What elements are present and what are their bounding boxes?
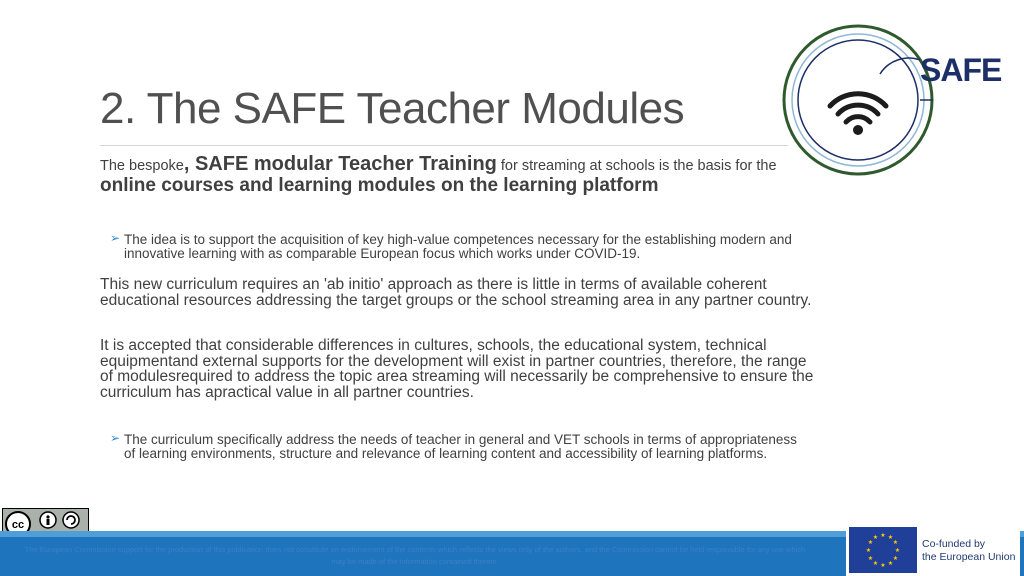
- svg-text:★: ★: [887, 534, 894, 541]
- bullet-text: The idea is to support the acquisition of key high-value competences necessary for the establishing modern and innovative learning with as comparable European focus which works under COVID-19.: [124, 232, 792, 261]
- footer-disclaimer: The European Commission support for the production of this publication does not constitute an endorsement of the contents which reflects the views only of the authors, and the Commission cannot be held responsible for any use which may be made of the information contained therein.: [24, 545, 806, 566]
- eu-line1: Co-funded by: [922, 538, 986, 550]
- slide-title: 2. The SAFE Teacher Modules: [100, 84, 685, 133]
- intro-paragraph: [100, 155, 820, 197]
- svg-text:★: ★: [865, 547, 872, 554]
- svg-text:★: ★: [892, 555, 899, 562]
- bullet-item: [110, 433, 800, 460]
- svg-text:★: ★: [872, 534, 879, 541]
- intro-part1: The bespoke: [100, 158, 184, 174]
- eu-flag-icon: [849, 527, 917, 573]
- svg-text:★: ★: [887, 560, 894, 567]
- svg-text:★: ★: [880, 562, 886, 569]
- intro-part3: for streaming at schools is the basis for the: [496, 158, 777, 174]
- cc-text: cc: [11, 519, 25, 531]
- svg-text:★: ★: [880, 532, 886, 539]
- bullet-text: The curriculum specifically address the needs of teacher in general and VET schools in terms of appropriateness of learning environments, structure and relevance of learning content and accessibility of learning platforms.: [124, 432, 797, 461]
- paragraph: It is accepted that considerable differences in cultures, schools, the educational system, technical equipmentand external supports for the development will exist in partner countries, therefore, the range of modulesrequired to address the topic area streaming will necessarily be comprehensive to ensure the curriculum has apractical value in all partner countries.: [100, 337, 814, 401]
- wifi-icon: [830, 94, 886, 135]
- eu-cofunded-text: [922, 538, 1015, 564]
- svg-text:★: ★: [894, 547, 901, 554]
- bullet-item: [110, 233, 800, 260]
- eu-line2: the European Union: [922, 551, 1016, 563]
- svg-text:★: ★: [892, 539, 899, 546]
- title-divider: [100, 145, 788, 146]
- safe-logo-text: SAFE: [920, 52, 1002, 88]
- svg-text:★: ★: [867, 555, 874, 562]
- svg-text:★: ★: [872, 560, 879, 567]
- intro-part4: online courses and learning modules on the learning platform: [100, 175, 659, 196]
- svg-text:★: ★: [867, 539, 874, 546]
- intro-part2: , SAFE modular Teacher Training: [183, 153, 497, 175]
- arrow-bullet-icon: ➢: [110, 431, 121, 445]
- arrow-bullet-icon: ➢: [110, 231, 121, 245]
- paragraph: This new curriculum requires an 'ab initio' approach as there is little in terms of available coherent educational resources addressing the target groups or the school streaming area in any partner country.: [100, 276, 812, 309]
